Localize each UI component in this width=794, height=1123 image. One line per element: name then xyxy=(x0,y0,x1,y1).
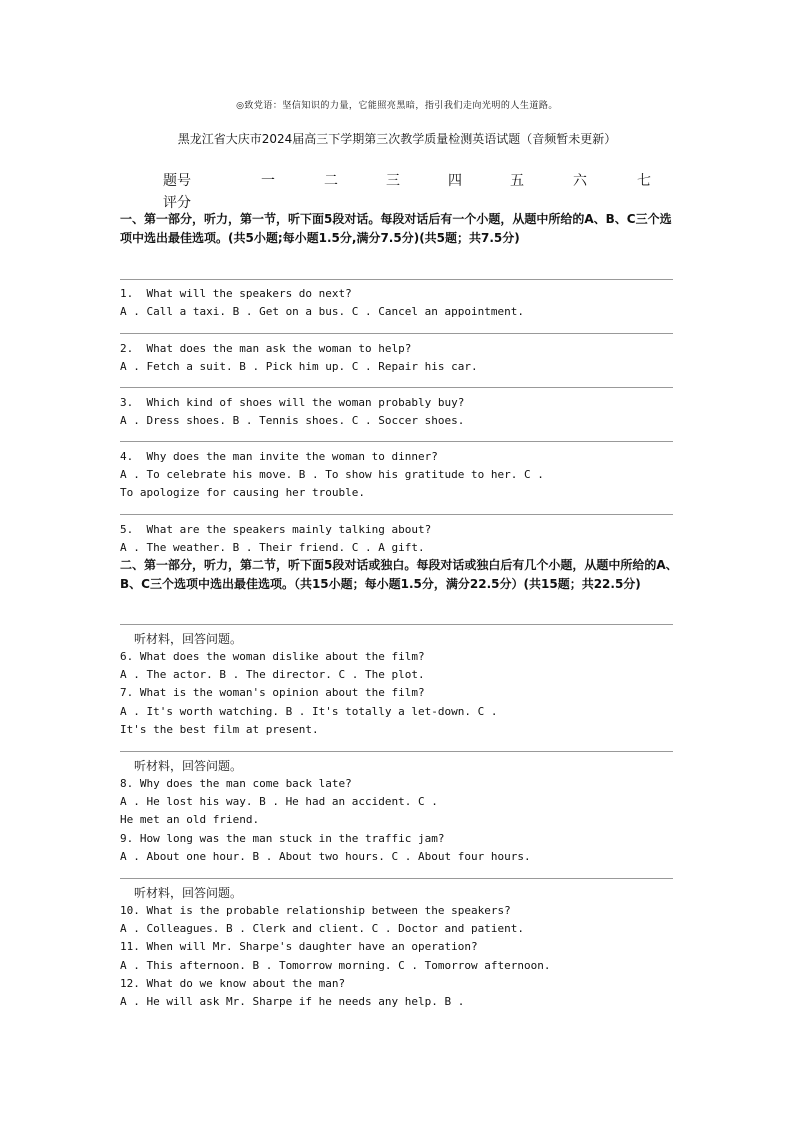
question-4 xyxy=(120,448,680,503)
question-stem: 3. Which kind of shoes will the woman probably buy? xyxy=(120,396,465,409)
score-col-2: 二 xyxy=(324,173,338,189)
question-options: A . Call a taxi. B . Get on a bus. C . Cancel an appointment. xyxy=(120,305,524,319)
score-col-3: 三 xyxy=(386,173,400,189)
score-col-4: 四 xyxy=(448,173,462,189)
section-2-heading: 二、第一部分，听力，第二节，听下面5段对话或独白。每段对话或独白后有几个小题，从题中所给的A、B、C三个选项中选出最佳选项。（共15小题；每小题1.5分，满分22.5分）(共15题；共22.5分) xyxy=(120,558,678,591)
score-table-header xyxy=(163,170,663,188)
question-stem: 2. What does the man ask the woman to help? xyxy=(120,342,412,355)
motto-line: ◎致党语：坚信知识的力量，它能照亮黑暗，指引我们走向光明的人生道路。 xyxy=(236,101,558,111)
question-group-10-12: 10. What is the probable relationship between the speakers? A . Colleagues. B . Clerk and client. C . Doctor and patient. 11. When will Mr. Sharpe's daughter have an operation? A . This afternoon. B . Tomorrow morning. C . Tomorrow afternoon. 12. What do we know about the man? A . He will ask Mr. Sharpe if he needs any help. B . xyxy=(120,904,551,1009)
question-number-label: 题号 xyxy=(163,173,191,189)
question-options: A . Fetch a suit. B . Pick him up. C . Repair his car. xyxy=(120,360,478,374)
listening-intro: 听材料，回答问题。 xyxy=(134,759,243,773)
divider xyxy=(120,333,673,334)
question-group-6-7: 6. What does the woman dislike about the film? A . The actor. B . The director. C . The plot. 7. What is the woman's opinion about the film? A . It's worth watching. B . It's totally a let-down. C . It's the best film at present. xyxy=(120,650,498,736)
question-5 xyxy=(120,521,680,557)
score-col-1: 一 xyxy=(261,173,275,189)
listening-intro: 听材料，回答问题。 xyxy=(134,886,243,900)
question-options: A . The weather. B . Their friend. C . A gift. xyxy=(120,541,425,555)
listening-intro: 听材料，回答问题。 xyxy=(134,632,243,646)
question-group-8-9: 8. Why does the man come back late? A . He lost his way. B . He had an accident. C . He met an old friend. 9. How long was the man stuck in the traffic jam? A . About one hour. B . About two hours. C . About four hours. xyxy=(120,777,531,863)
section-1-heading: 一、第一部分，听力，第一节，听下面5段对话。每段对话后有一个小题，从题中所给的A、B、C三个选项中选出最佳选项。(共5小题;每小题1.5分,满分7.5分)(共5题；共7.5分) xyxy=(120,212,672,245)
question-2 xyxy=(120,340,680,376)
page-title: 黑龙江省大庆市2024届高三下学期第三次教学质量检测英语试题（音频暂未更新） xyxy=(177,132,617,146)
question-stem: 4. Why does the man invite the woman to dinner? xyxy=(120,450,438,463)
question-options: A . To celebrate his move. B . To show his gratitude to her. C . To apologize for causing her trouble. xyxy=(120,468,544,500)
divider xyxy=(120,514,673,515)
divider xyxy=(120,751,673,752)
divider xyxy=(120,441,673,442)
question-options: A . Dress shoes. B . Tennis shoes. C . Soccer shoes. xyxy=(120,414,465,428)
divider xyxy=(120,387,673,388)
question-3 xyxy=(120,394,680,430)
score-col-5: 五 xyxy=(510,173,524,189)
score-row-label: 评分 xyxy=(163,195,191,211)
score-col-6: 六 xyxy=(573,173,587,189)
divider xyxy=(120,878,673,879)
question-1 xyxy=(120,285,680,321)
score-col-7: 七 xyxy=(637,173,651,189)
question-stem: 5. What are the speakers mainly talking about? xyxy=(120,523,432,536)
question-stem: 1. What will the speakers do next? xyxy=(120,287,352,300)
divider xyxy=(120,624,673,625)
divider xyxy=(120,279,673,280)
